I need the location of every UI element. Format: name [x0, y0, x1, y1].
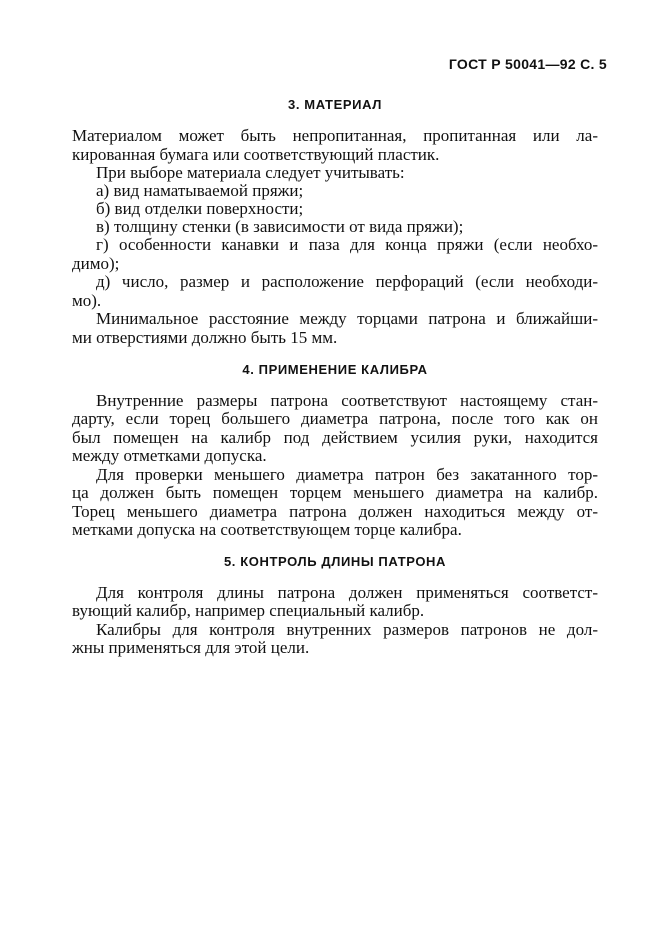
- text-line: в) толщину стенки (в зависимости от вида пряжи);: [96, 217, 464, 236]
- text-line: Калибры для контроля внутренних размеров патронов не дол-: [96, 620, 598, 639]
- text-line: ми отверстиями должно быть 15 мм.: [72, 328, 338, 347]
- text-line: Минимальное расстояние между торцами патрона и ближайши-: [96, 309, 598, 328]
- text-line: Внутренние размеры патрона соответствуют настоящему стан-: [96, 391, 598, 410]
- text-line: Для проверки меньшего диаметра патрон без закатанного тор-: [96, 465, 598, 484]
- text-line: между отметками допуска.: [72, 446, 267, 465]
- text-line: б) вид отделки поверхности;: [96, 199, 304, 218]
- text-line: вующий калибр, например специальный калибр.: [72, 601, 425, 620]
- section-heading-length-control: 5. КОНТРОЛЬ ДЛИНЫ ПАТРОНА: [223, 554, 447, 569]
- text-line: а) вид наматываемой пряжи;: [96, 181, 304, 200]
- text-line: мо).: [72, 291, 102, 310]
- text-line: г) особенности канавки и паза для конца пряжи (если необхо-: [96, 235, 598, 254]
- text-line: был помещен на калибр под действием усилия руки, находится: [72, 428, 598, 447]
- text-line: дарту, если торец большего диаметра патрона, после того как он: [72, 409, 598, 428]
- text-line: При выборе материала следует учитывать:: [96, 163, 405, 182]
- text-line: ца должен быть помещен торцем меньшего диаметра на калибр.: [72, 483, 598, 502]
- text-line: д) число, размер и расположение перфораций (если необходи-: [96, 272, 598, 291]
- text-line: Для контроля длины патрона должен применяться соответст-: [96, 583, 598, 602]
- text-line: Торец меньшего диаметра патрона должен находиться между от-: [72, 502, 598, 521]
- section-heading-gauge-application: 4. ПРИМЕНЕНИЕ КАЛИБРА: [242, 362, 428, 377]
- text-line: кированная бумага или соответствующий пластик.: [72, 145, 440, 164]
- section-heading-material: 3. МАТЕРИАЛ: [288, 97, 382, 112]
- text-line: жны применяться для этой цели.: [72, 638, 310, 657]
- text-line: метками допуска на соответствующем торце калибра.: [72, 520, 462, 539]
- text-line: димо);: [72, 254, 120, 273]
- text-line: Материалом может быть непропитанная, пропитанная или ла-: [72, 126, 598, 145]
- page-header: ГОСТ Р 50041—92 С. 5: [448, 56, 607, 72]
